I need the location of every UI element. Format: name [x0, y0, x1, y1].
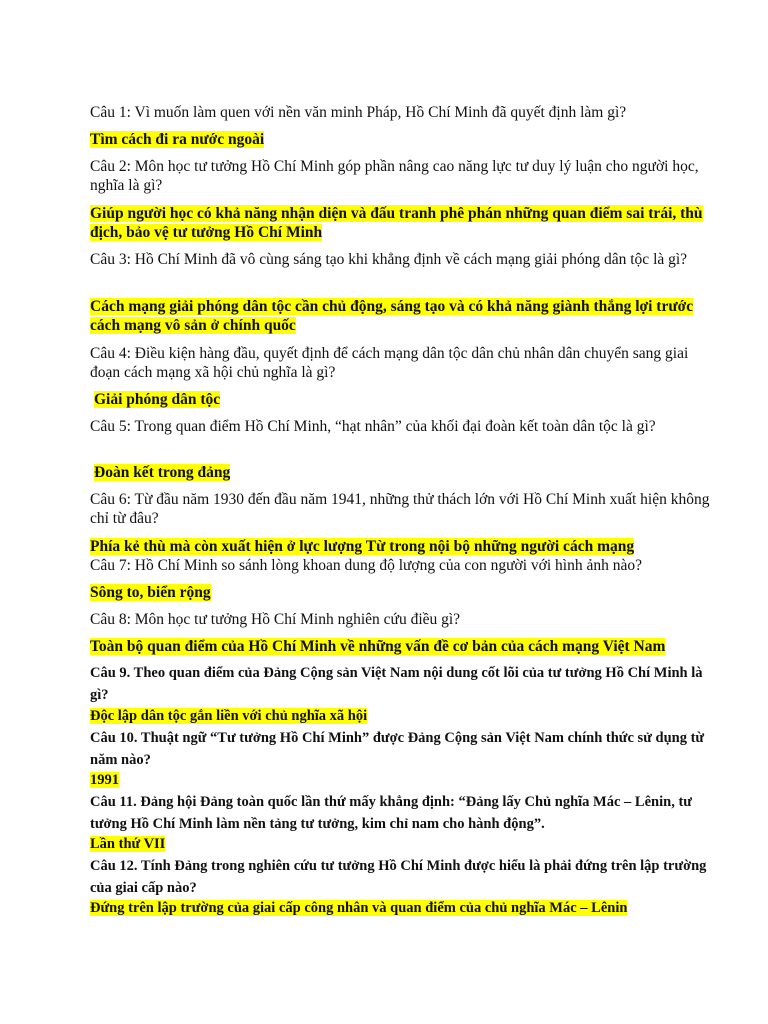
- question-11: Câu 11. Đảng hội Đảng toàn quốc lần thứ mấy khẳng định: “Đảng lấy Chủ nghĩa Mác – Lênin, tư tưởng Hồ Chí Minh làm nền tảng tư tưởng, kim chỉ nam cho hành động”.: [90, 794, 692, 832]
- question-2: Câu 2: Môn học tư tưởng Hồ Chí Minh góp phần nâng cao năng lực tư duy lý luận cho người học, nghĩa là gì?: [90, 158, 699, 194]
- answer-6: Phía kẻ thù mà còn xuất hiện ở lực lượng Từ trong nội bộ những người cách mạng: [90, 538, 635, 555]
- answer-12: Đứng trên lập trường của giai cấp công nhân và quan điểm của chủ nghĩa Mác – Lênin: [90, 900, 628, 916]
- answer-4: Giải phóng dân tộc: [94, 391, 221, 408]
- answer-3: Cách mạng giải phóng dân tộc cần chủ động, sáng tạo và có khả năng giành thắng lợi trước cách mạng vô sản ở chính quốc: [90, 298, 694, 334]
- question-8: Câu 8: Môn học tư tưởng Hồ Chí Minh nghiên cứu điều gì?: [90, 611, 461, 628]
- answer-5: Đoàn kết trong đảng: [94, 464, 231, 481]
- answer-2: Giúp người học có khả năng nhận diện và đấu tranh phê phán những quan điểm sai trái, thù địch, bảo vệ tư tưởng Hồ Chí Minh: [90, 205, 703, 241]
- answer-8: Toàn bộ quan điểm của Hồ Chí Minh về những vấn đề cơ bản của cách mạng Việt Nam: [90, 638, 666, 655]
- question-4: Câu 4: Điều kiện hàng đầu, quyết định để cách mạng dân tộc dân chủ nhân dân chuyển sang giai đoạn cách mạng xã hội chủ nghĩa là gì?: [90, 345, 689, 381]
- question-5: Câu 5: Trong quan điểm Hồ Chí Minh, “hạt nhân” của khối đại đoàn kết toàn dân tộc là gì?: [90, 418, 656, 435]
- question-1: Câu 1: Vì muốn làm quen với nền văn minh Pháp, Hồ Chí Minh đã quyết định làm gì?: [90, 104, 627, 121]
- question-7: Câu 7: Hồ Chí Minh so sánh lòng khoan dung độ lượng của con người với hình ảnh nào?: [90, 557, 642, 574]
- answer-11: Lần thứ VII: [90, 836, 166, 852]
- question-10: Câu 10. Thuật ngữ “Tư tưởng Hồ Chí Minh” được Đảng Cộng sản Việt Nam chính thức sử dụng từ năm nào?: [90, 730, 705, 768]
- answer-10: 1991: [90, 772, 119, 788]
- question-6: Câu 6: Từ đầu năm 1930 đến đầu năm 1941, những thử thách lớn với Hồ Chí Minh xuất hiện không chỉ từ đâu?: [90, 491, 710, 527]
- question-3: Câu 3: Hồ Chí Minh đã vô cùng sáng tạo khi khẳng định về cách mạng giải phóng dân tộc là gì?: [90, 251, 688, 268]
- answer-1: Tìm cách đi ra nước ngoài: [90, 131, 265, 148]
- answer-9: Độc lập dân tộc gắn liền với chủ nghĩa xã hội: [90, 708, 368, 724]
- answer-7: Sông to, biển rộng: [90, 584, 211, 601]
- question-12: Câu 12. Tính Đảng trong nghiên cứu tư tưởng Hồ Chí Minh được hiểu là phải đứng trên lập trường của giai cấp nào?: [90, 858, 707, 896]
- question-9: Câu 9. Theo quan điểm của Đảng Cộng sản Việt Nam nội dung cốt lõi của tư tưởng Hồ Chí Minh là gì?: [90, 665, 703, 703]
